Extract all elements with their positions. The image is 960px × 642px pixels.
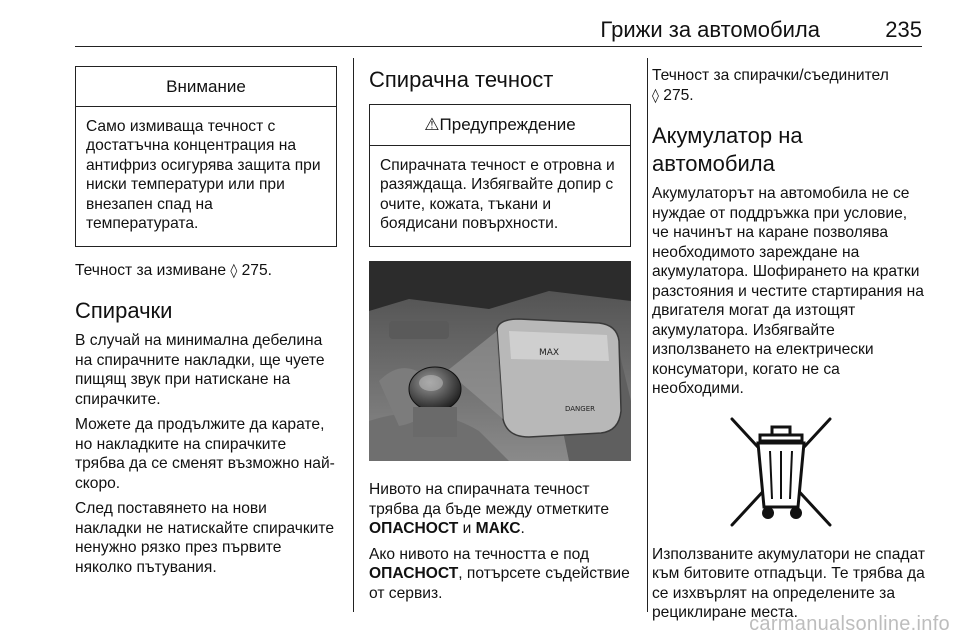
header-rule [75,46,922,47]
reservoir-max-label: MAX [539,347,560,358]
max-mark-term: МАКС [475,520,521,537]
section-heading-battery: Акумулатор на автомобила [652,123,803,176]
notice-box [75,66,337,247]
warning-box [369,104,631,247]
page-header [0,0,960,48]
min-mark-term: ОПАСНОСТ [369,565,459,582]
column-right [652,66,928,629]
brakes-paragraph: След поставянето на нови накладки не натискайте спирачките ненужно рязко през първите няколко пътувания. [75,500,334,576]
page-ref-arrow-icon: ◊ [652,87,659,104]
min-mark-term: ОПАСНОСТ [369,520,459,537]
page-ref-arrow-icon: ◊ [230,262,238,279]
column-divider-1 [353,58,354,612]
warning-header [370,105,630,146]
brakes-paragraph: Можете да продължите да карате, но накладките на спирачките трябва да се сменят възможно най-скоро. [75,416,335,492]
page-number: 235 [885,17,922,42]
service-paragraph: Ако нивото на течността е под ОПАСНОСТ, потърсете съдействие от сервиз. [369,545,630,602]
fluid-level-paragraph: Нивото на спирачната течност трябва да бъде между отметките ОПАСНОСТ и МАКС. [369,481,610,537]
brake-fluid-reservoir-photo [369,261,631,461]
column-left [75,66,337,583]
brake-fluid-reference: Течност за спирачки/съединител ◊ 275. [652,67,889,104]
battery-paragraph: Акумулаторът на автомобила не се нуждае от поддръжка при условие, че начинът на каране позволява необходимото зареждане на акумулатора. Шофирането на кратки разстояния и честите стартирания на двигателя могат да изтощят акумулатора. Избягвайте използването на електрически консуматори, когато не са необходими. [652,185,924,397]
washer-fluid-reference: Течност за измиване ◊ 275. [75,261,272,279]
column-middle [369,66,631,609]
brakes-paragraph: В случай на минимална дебелина на спирачните накладки, ще чуете пищящ звук при натискане на спирачките. [75,332,325,408]
warning-body: Спирачната течност е отровна и разяждаща. Избягвайте допир с очите, кожата, тъкани и боядисани повърхности. [380,156,615,232]
column-divider-2 [647,58,648,612]
notice-body: Само измиваща течност с достатъчна концентрация на антифриз осигурява защита при ниски температури или при внезапен спад на температурата. [86,117,321,232]
page-link[interactable]: 275. [241,261,272,279]
crossed-out-bin-icon [726,413,836,531]
page-link[interactable]: 275. [663,86,694,104]
section-heading-brake-fluid: Спирачна течност [369,67,554,92]
reservoir-danger-label: DANGER [565,404,596,413]
notice-heading: Внимание [76,67,336,107]
warning-triangle-icon: ⚠ [424,115,440,135]
section-heading-brakes: Спирачки [75,298,173,323]
page-title: Грижи за автомобила [600,17,820,42]
warning-heading: Предупреждение [439,115,576,134]
disposal-paragraph: Използваните акумулатори не спадат към битовите отпадъци. Те трябва да се изхвърлят на определените за рециклиране места. [652,545,925,621]
watermark: carmanualsonline.info [749,613,950,635]
